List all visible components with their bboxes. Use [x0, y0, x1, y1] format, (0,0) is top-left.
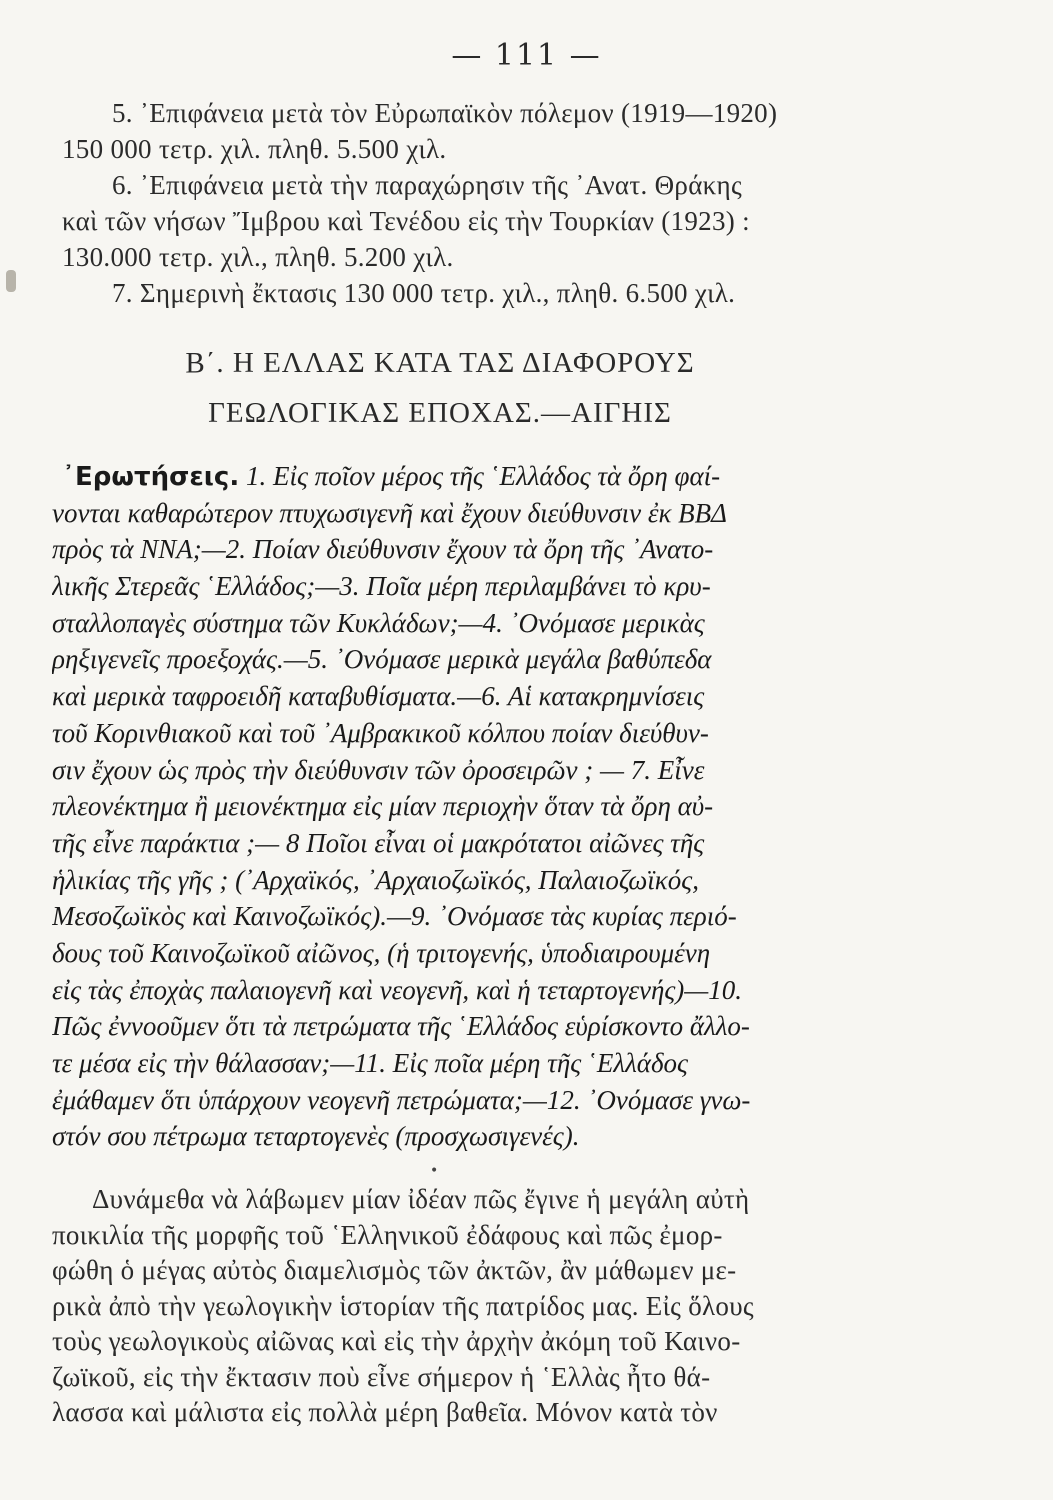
questions-first-line [52, 458, 852, 495]
question-line: εἰς τὰς ἐποχὰς παλαιογενῆ καὶ νεογενῆ, καὶ ἡ τεταρτογενής)—10. [52, 974, 743, 1005]
questions-label: ᾿Ερωτήσεις. [62, 462, 240, 492]
list-item: 5. ᾿Επιφάνεια μετὰ τὸν Εὐρωπαϊκὸν πόλεμον (1919—1920) [112, 98, 778, 128]
question-line: καὶ μερικὰ ταφροειδῆ καταβυθίσματα.—6. Αἱ κατακρημνίσεις [52, 681, 705, 712]
question-line: τε μέσα εἰς τὴν θάλασσαν;—11. Εἰς ποῖα μέρη τῆς ῾Ελλάδος [52, 1048, 688, 1078]
list-item: 150 000 τετρ. χιλ. πληθ. 5.500 χιλ. [62, 134, 447, 164]
list-item: καὶ τῶν νήσων Ἴμβρου καὶ Τενέδου εἰς τὴν Τουρκίαν (1923) : [62, 206, 750, 236]
question-line: ἐμάθαμεν ὅτι ὑπάρχουν νεογενῆ πετρώματα;—12. ᾿Ονόμασε γνω- [52, 1084, 751, 1115]
question-line: Μεσοζωϊκὸς καὶ Καινοζωϊκός).—9. ᾿Ονόμασε τὰς κυρίας περιό- [52, 901, 737, 932]
question-line: λικῆς Στερεᾶς ῾Ελλάδος;—3. Ποῖα μέρη περιλαμβάνει τὸ κρυ- [52, 571, 711, 602]
question-line: νονται καθαρώτερον πτυχωσιγενῆ καὶ ἔχουν διεύθυνσιν ἐκ ΒΒΔ [52, 497, 728, 528]
question-line: πρὸς τὰ ΝΝΑ;—2. Ποίαν διεύθυνσιν ἔχουν τὰ ὄρη τῆς ᾿Ανατο- [52, 534, 714, 565]
section-heading [60, 338, 820, 438]
body-paragraph [52, 1182, 842, 1431]
paragraph-line: ρικὰ ἀπὸ τὴν γεωλογικὴν ἱστορίαν τῆς πατρίδος μας. Εἰς ὅλους [52, 1290, 754, 1321]
paragraph-line: ζωϊκοῦ, εἰς τὴν ἔκτασιν ποὺ εἶνε σήμερον ἡ ῾Ελλὰς ἦτο θά- [52, 1361, 711, 1392]
paragraph-line: φώθη ὁ μέγας αὐτὸς διαμελισμὸς τῶν ἀκτῶν, ἂν μάθωμεν με- [52, 1255, 737, 1285]
question-text: 1. Εἰς ποῖον μέρος τῆς ῾Ελλάδος τὰ ὄρη φαί- [245, 461, 721, 491]
question-line: ρηξιγενεῖς προεξοχάς.—5. ᾿Ονόμασε μερικὰ μεγάλα βαθύπεδα [52, 644, 712, 675]
question-line: δους τοῦ Καινοζωϊκοῦ αἰῶνος, (ἡ τριτογενής, ὑποδιαιρουμένη [52, 937, 711, 968]
list-item: 6. ᾿Επιφάνεια μετὰ τὴν παραχώρησιν τῆς ᾿Ανατ. Θράκης [112, 170, 742, 200]
question-line: Πῶς ἐννοοῦμεν ὅτι τὰ πετρώματα τῆς ῾Ελλάδος εὑρίσκοντο ἄλλο- [52, 1011, 750, 1042]
question-line: σιν ἔχουν ὡς πρὸς τὴν διεύθυνσιν τῶν ὀροσειρῶν ; — 7. Εἶνε [52, 754, 705, 785]
separator-dot: • [430, 1163, 439, 1179]
question-line: τῆς εἶνε παράκτια ;— 8 Ποῖοι εἶναι οἱ μακρότατοι αἰῶνες τῆς [52, 827, 705, 858]
paragraph-line: τοὺς γεωλογικοὺς αἰῶνας καὶ εἰς τὴν ἀρχὴν ἀκόμη τοῦ Καινο- [52, 1326, 741, 1356]
paragraph-line: λασσα καὶ μάλιστα εἰς πολλὰ μέρη βαθεῖα. Μόνον κατὰ τὸν [52, 1397, 718, 1427]
question-line: σταλλοπαγὲς σύστημα τῶν Κυκλάδων;—4. ᾿Ονόμασε μερικὰς [52, 607, 705, 638]
question-line: τοῦ Κορινθιακοῦ καὶ τοῦ ᾿Αμβρακικοῦ κόλπου ποίαν διεύθυν- [52, 717, 709, 748]
list-items [62, 95, 852, 311]
paragraph-line: Δυνάμεθα νὰ λάβωμεν μίαν ἰδέαν πῶς ἔγινε ἡ μεγάλη αὐτὴ [92, 1184, 750, 1214]
list-item: 7. Σημερινὴ ἔκτασις 130 000 τετρ. χιλ., πληθ. 6.500 χιλ. [112, 278, 736, 308]
question-line: ἡλικίας τῆς γῆς ; (᾿Αρχαϊκός, ᾿Αρχαιοζωϊκός, Παλαιοζωϊκός, [52, 864, 699, 895]
questions-block [52, 458, 852, 1155]
paragraph-line: ποικιλία τῆς μορφῆς τοῦ ῾Ελληνικοῦ ἐδάφους καὶ πῶς ἐμορ- [52, 1219, 723, 1250]
scan-speck [6, 270, 16, 292]
question-line: πλεονέκτημα ἢ μειονέκτημα εἰς μίαν περιοχὴν ὅταν τὰ ὄρη αὐ- [52, 791, 714, 822]
section-heading-line: Β΄. Η ΕΛΛΑΣ ΚΑΤΑ ΤΑΣ ΔΙΑΦΟΡΟΥΣ [185, 347, 695, 379]
question-line: στόν σου πέτρωμα τεταρτογενὲς (προσχωσιγενές). [52, 1121, 580, 1152]
page-number: — 111 — [451, 38, 602, 73]
list-item: 130.000 τετρ. χιλ., πληθ. 5.200 χιλ. [62, 242, 454, 272]
section-heading-line: ΓΕΩΛΟΓΙΚΑΣ ΕΠΟΧΑΣ.—ΑΙΓΗΙΣ [208, 397, 672, 429]
